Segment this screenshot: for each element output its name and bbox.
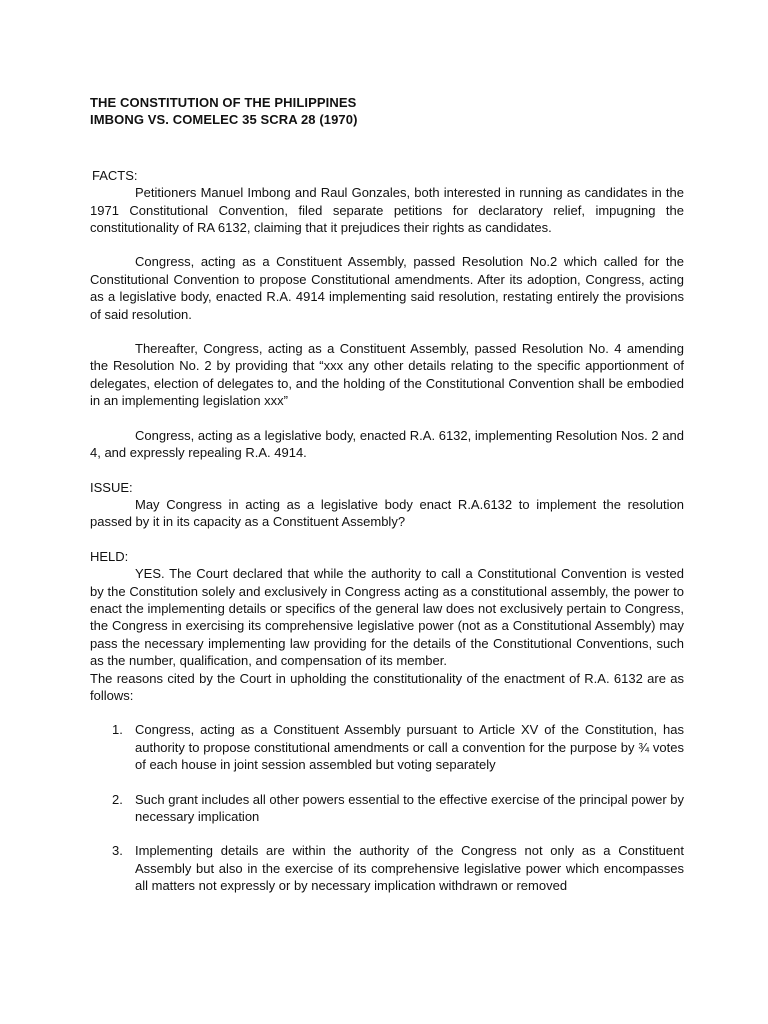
title-line-1: THE CONSTITUTION OF THE PHILIPPINES <box>90 95 357 110</box>
facts-paragraph-2: Congress, acting as a Constituent Assembly, passed Resolution No.2 which called for the Constitutional Convention to propose Constitutional amendments. After its adoption, Congress, acting as a legislative body, enacted R.A. 4914 implementing said resolution, restating entirely the provisions of said resolution. <box>90 254 684 322</box>
facts-paragraph-1: Petitioners Manuel Imbong and Raul Gonzales, both interested in running as candidates in the 1971 Constitutional Convention, filed separate petitions for declaratory relief, impugning the constitutionality of RA 6132, claiming that it prejudices their rights as candidates. <box>90 185 684 236</box>
list-item-text: Congress, acting as a Constituent Assembly pursuant to Article XV of the Constitution, has authority to propose constitutional amendments or call a convention for the purpose by ¾ votes of each house in joint session assembled but voting separately <box>135 722 684 773</box>
facts-paragraph-3: Thereafter, Congress, acting as a Constituent Assembly, passed Resolution No. 4 amending the Resolution No. 2 by providing that “xxx any other details relating to the specific apportionment of delegates, election of delegates to, and the holding of the Constitutional Convention shall be embodied in an implementing legislation xxx” <box>90 341 684 409</box>
facts-heading: FACTS: <box>92 167 138 183</box>
list-item <box>112 842 684 894</box>
list-item-text: Implementing details are within the authority of the Congress not only as a Constituent Assembly but also in the exercise of its comprehensive legislative power which encompasses all matters not expressly or by necessary implication withdrawn or removed <box>135 843 684 894</box>
issue-paragraph: May Congress in acting as a legislative body enact R.A.6132 to implement the resolution passed by it in its capacity as a Constituent Assembly? <box>90 496 684 530</box>
list-item <box>112 791 684 826</box>
held-paragraph: YES. The Court declared that while the authority to call a Constitutional Convention is vested by the Constitution solely and exclusively in Congress acting as a constitutional assembly, the power to enact the implementing details or specifics of the general law does not exclusively pertain to Congress, the Congress in exercising its comprehensive legislative power (not as a Constitutional Assembly) may pass the necessary implementing law providing for the details of the Constitutional Conventions, such as the number, qualification, and compensation of its member. <box>90 566 684 669</box>
reasons-list <box>90 721 684 894</box>
reasons-intro: The reasons cited by the Court in upholding the constitutionality of the enactment of R.A. 6132 are as follows: <box>90 670 684 703</box>
facts-paragraph-4: Congress, acting as a legislative body, enacted R.A. 6132, implementing Resolution Nos. 2 and 4, and expressly repealing R.A. 4914. <box>90 427 684 461</box>
list-item <box>112 721 684 773</box>
list-item-number: 1. <box>112 722 123 738</box>
list-item-number: 3. <box>112 843 123 859</box>
title-line-2: IMBONG VS. COMELEC 35 SCRA 28 (1970) <box>90 112 358 128</box>
document-title <box>90 94 684 129</box>
issue-heading: ISSUE: <box>90 479 133 495</box>
held-heading: HELD: <box>90 548 129 564</box>
list-item-text: Such grant includes all other powers essential to the effective exercise of the principal power by necessary implication <box>135 791 684 824</box>
list-item-number: 2. <box>112 791 123 807</box>
